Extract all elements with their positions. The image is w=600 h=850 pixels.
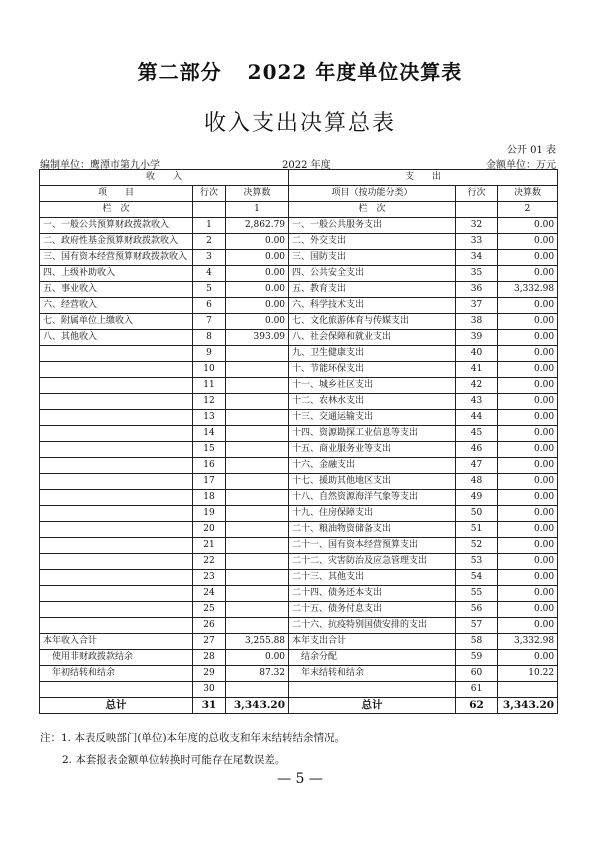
expense-item: 二十二、灾害防治及应急管理支出 [289, 554, 456, 570]
income-item: 七、附属单位上缴收入 [40, 314, 193, 330]
expense-value: 0.00 [498, 362, 558, 378]
col-row-no: 行次 [193, 186, 226, 202]
income-row-no: 4 [193, 266, 226, 282]
table-row [40, 266, 558, 282]
expense-value: 0.00 [498, 490, 558, 506]
expense-value: 0.00 [498, 378, 558, 394]
income-row-no: 27 [193, 634, 226, 650]
lanci-label-2: 栏 次 [289, 202, 456, 218]
income-value: 87.32 [226, 666, 289, 682]
income-item [40, 570, 193, 586]
income-value [226, 410, 289, 426]
income-item [40, 458, 193, 474]
income-value [226, 490, 289, 506]
table-row [40, 650, 558, 666]
income-value: 0.00 [226, 298, 289, 314]
expense-value: 0.00 [498, 426, 558, 442]
income-item [40, 522, 193, 538]
income-row-no: 9 [193, 346, 226, 362]
expense-row-no: 33 [456, 234, 498, 250]
section-title [0, 56, 600, 85]
total-value-2: 3,343.20 [498, 698, 558, 714]
expense-value: 0.00 [498, 218, 558, 234]
income-item [40, 442, 193, 458]
meta-row [40, 156, 556, 171]
expense-value: 0.00 [498, 570, 558, 586]
income-row-no: 19 [193, 506, 226, 522]
expense-value: 0.00 [498, 266, 558, 282]
expense-value: 0.00 [498, 394, 558, 410]
income-value: 0.00 [226, 650, 289, 666]
table-code: 公开 01 表 [506, 145, 556, 156]
income-value [226, 618, 289, 634]
table-row [40, 538, 558, 554]
income-value: 393.09 [226, 330, 289, 346]
table-row [40, 410, 558, 426]
table-row [40, 522, 558, 538]
income-item: 三、国有资本经营预算财政拨款收入 [40, 250, 193, 266]
unit-label: 编制单位：鹰潭市第九小学 [40, 160, 160, 171]
expense-row-no: 49 [456, 490, 498, 506]
expense-value: 0.00 [498, 554, 558, 570]
total-value: 3,343.20 [226, 698, 289, 714]
expense-value: 0.00 [498, 650, 558, 666]
expense-value: 0.00 [498, 234, 558, 250]
expense-value: 0.00 [498, 506, 558, 522]
income-value [226, 570, 289, 586]
table-row [40, 506, 558, 522]
expense-row-no: 38 [456, 314, 498, 330]
lanci-empty-2 [456, 202, 498, 218]
expense-item: 十九、住房保障支出 [289, 506, 456, 522]
income-row-no: 17 [193, 474, 226, 490]
table-row [40, 346, 558, 362]
expense-item: 十五、商业服务业等支出 [289, 442, 456, 458]
income-value [226, 506, 289, 522]
income-value [226, 474, 289, 490]
expense-item: 十四、资源勘探工业信息等支出 [289, 426, 456, 442]
income-row-no: 10 [193, 362, 226, 378]
income-item: 使用非财政拨款结余 [40, 650, 193, 666]
income-row-no: 5 [193, 282, 226, 298]
expense-item: 二十、粮油物资储备支出 [289, 522, 456, 538]
income-value: 0.00 [226, 266, 289, 282]
income-row-no: 15 [193, 442, 226, 458]
income-row-no: 12 [193, 394, 226, 410]
income-row-no: 11 [193, 378, 226, 394]
income-row-no: 25 [193, 602, 226, 618]
lanci-col2: 2 [498, 202, 558, 218]
currency-label: 金额单位：万元 [486, 160, 556, 171]
expense-item: 本年支出合计 [289, 634, 456, 650]
page-number: — 5 — [277, 771, 323, 787]
expense-row-no: 41 [456, 362, 498, 378]
expense-row-no: 35 [456, 266, 498, 282]
expense-row-no: 58 [456, 634, 498, 650]
income-row-no: 29 [193, 666, 226, 682]
expense-item: 四、公共安全支出 [289, 266, 456, 282]
table-row [40, 586, 558, 602]
table-row [40, 426, 558, 442]
expense-value: 0.00 [498, 586, 558, 602]
income-item [40, 378, 193, 394]
expense-item: 七、文化旅游体育与传媒支出 [289, 314, 456, 330]
expense-value: 0.00 [498, 618, 558, 634]
income-item: 八、其他收入 [40, 330, 193, 346]
expense-item: 五、教育支出 [289, 282, 456, 298]
income-value: 0.00 [226, 314, 289, 330]
total-row-no-2: 62 [456, 698, 498, 714]
expense-item: 年末结转和结余 [289, 666, 456, 682]
expense-item: 九、卫生健康支出 [289, 346, 456, 362]
total-label-2: 总计 [289, 698, 456, 714]
income-value [226, 378, 289, 394]
expense-item: 一、一般公共服务支出 [289, 218, 456, 234]
expense-item: 十七、援助其他地区支出 [289, 474, 456, 490]
total-row-no: 31 [193, 698, 226, 714]
expense-value: 0.00 [498, 346, 558, 362]
expense-row-no: 40 [456, 346, 498, 362]
table-row [40, 362, 558, 378]
expense-value: 0.00 [498, 538, 558, 554]
header-row-lanci [40, 202, 558, 218]
expense-value [498, 682, 558, 698]
total-row [40, 698, 558, 714]
expense-item: 八、社会保障和就业支出 [289, 330, 456, 346]
expense-row-no: 44 [456, 410, 498, 426]
income-row-no: 2 [193, 234, 226, 250]
expense-row-no: 59 [456, 650, 498, 666]
expense-row-no: 57 [456, 618, 498, 634]
income-item [40, 474, 193, 490]
table-row [40, 234, 558, 250]
table-row [40, 634, 558, 650]
header-row-sections [40, 170, 558, 186]
col-item: 项 目 [40, 186, 193, 202]
income-item [40, 346, 193, 362]
table-title: 收入支出决算总表 [203, 111, 396, 136]
expense-row-no: 52 [456, 538, 498, 554]
expense-row-no: 48 [456, 474, 498, 490]
income-row-no: 1 [193, 218, 226, 234]
expense-row-no: 34 [456, 250, 498, 266]
income-row-no: 20 [193, 522, 226, 538]
expense-header: 支 出 [289, 170, 558, 186]
income-row-no: 24 [193, 586, 226, 602]
col-final: 决算数 [226, 186, 289, 202]
income-item: 四、上级补助收入 [40, 266, 193, 282]
income-value [226, 346, 289, 362]
expense-value: 0.00 [498, 458, 558, 474]
table-row [40, 250, 558, 266]
income-row-no: 14 [193, 426, 226, 442]
table-row [40, 458, 558, 474]
income-row-no: 8 [193, 330, 226, 346]
table-row [40, 218, 558, 234]
col-row-no-2: 行次 [456, 186, 498, 202]
section-title-part: 第二部分 [137, 60, 222, 84]
expense-row-no: 32 [456, 218, 498, 234]
expense-row-no: 42 [456, 378, 498, 394]
income-item [40, 362, 193, 378]
expense-item: 十三、交通运输支出 [289, 410, 456, 426]
income-item [40, 586, 193, 602]
expense-value: 0.00 [498, 474, 558, 490]
expense-value: 0.00 [498, 522, 558, 538]
table-row [40, 330, 558, 346]
income-header: 收 入 [40, 170, 289, 186]
income-row-no: 28 [193, 650, 226, 666]
expense-value: 0.00 [498, 250, 558, 266]
income-item [40, 506, 193, 522]
table-row [40, 570, 558, 586]
income-value [226, 394, 289, 410]
note-1: 注：1. 本表反映部门(单位)本年度的总收支和年末结转结余情况。 [40, 732, 346, 744]
expense-value: 0.00 [498, 442, 558, 458]
table-row [40, 378, 558, 394]
expense-row-no: 43 [456, 394, 498, 410]
table-row [40, 282, 558, 298]
expense-row-no: 51 [456, 522, 498, 538]
expense-row-no: 37 [456, 298, 498, 314]
table-row [40, 490, 558, 506]
income-value [226, 682, 289, 698]
notes [40, 727, 345, 771]
table-row [40, 314, 558, 330]
income-item: 年初结转和结余 [40, 666, 193, 682]
expense-item: 十六、金融支出 [289, 458, 456, 474]
expense-item: 二十四、债务还本支出 [289, 586, 456, 602]
expense-value: 0.00 [498, 314, 558, 330]
expense-value: 0.00 [498, 330, 558, 346]
table-row [40, 474, 558, 490]
table-row [40, 298, 558, 314]
expense-value: 10.22 [498, 666, 558, 682]
expense-item: 二十六、抗疫特别国债安排的支出 [289, 618, 456, 634]
income-row-no: 22 [193, 554, 226, 570]
table-row [40, 554, 558, 570]
income-item: 六、经营收入 [40, 298, 193, 314]
expense-row-no: 56 [456, 602, 498, 618]
expense-item: 十八、自然资源海洋气象等支出 [289, 490, 456, 506]
income-row-no: 6 [193, 298, 226, 314]
income-value [226, 362, 289, 378]
expense-row-no: 55 [456, 586, 498, 602]
section-title-name: 2022 年度单位决算表 [247, 60, 463, 84]
income-item: 本年收入合计 [40, 634, 193, 650]
lanci-col1: 1 [226, 202, 289, 218]
income-row-no: 21 [193, 538, 226, 554]
income-row-no: 13 [193, 410, 226, 426]
expense-value: 3,332.98 [498, 282, 558, 298]
income-row-no: 18 [193, 490, 226, 506]
table-row [40, 618, 558, 634]
income-row-no: 26 [193, 618, 226, 634]
income-value: 0.00 [226, 250, 289, 266]
expense-item: 六、科学技术支出 [289, 298, 456, 314]
expense-item: 十二、农林水支出 [289, 394, 456, 410]
table-row [40, 602, 558, 618]
expense-row-no: 36 [456, 282, 498, 298]
income-item: 一、一般公共预算财政拨款收入 [40, 218, 193, 234]
expense-row-no: 47 [456, 458, 498, 474]
expense-value: 0.00 [498, 602, 558, 618]
year-label: 2022 年度 [282, 160, 331, 171]
expense-item: 二、外交支出 [289, 234, 456, 250]
summary-table [39, 169, 558, 714]
income-row-no: 30 [193, 682, 226, 698]
income-row-no: 7 [193, 314, 226, 330]
expense-row-no: 45 [456, 426, 498, 442]
expense-item: 十、节能环保支出 [289, 362, 456, 378]
income-value: 3,255.88 [226, 634, 289, 650]
income-item: 二、政府性基金预算财政拨款收入 [40, 234, 193, 250]
expense-item: 二十五、债务付息支出 [289, 602, 456, 618]
expense-value: 3,332.98 [498, 634, 558, 650]
expense-row-no: 61 [456, 682, 498, 698]
income-item [40, 410, 193, 426]
income-item [40, 490, 193, 506]
expense-value: 0.00 [498, 298, 558, 314]
expense-item: 二十三、其他支出 [289, 570, 456, 586]
table-row [40, 682, 558, 698]
expense-item [289, 682, 456, 698]
income-value [226, 586, 289, 602]
income-value [226, 442, 289, 458]
expense-row-no: 50 [456, 506, 498, 522]
income-row-no: 16 [193, 458, 226, 474]
income-row-no: 3 [193, 250, 226, 266]
col-item-func: 项目（按功能分类） [289, 186, 456, 202]
income-value: 0.00 [226, 234, 289, 250]
expense-row-no: 53 [456, 554, 498, 570]
income-item [40, 538, 193, 554]
table-row [40, 442, 558, 458]
income-item [40, 426, 193, 442]
note-2: 2. 本套报表金额单位转换时可能存在尾数误差。 [62, 754, 286, 766]
income-row-no: 23 [193, 570, 226, 586]
income-value [226, 602, 289, 618]
total-label: 总计 [40, 698, 193, 714]
lanci-empty [193, 202, 226, 218]
expense-row-no: 54 [456, 570, 498, 586]
income-item [40, 618, 193, 634]
header-row-columns [40, 186, 558, 202]
income-value: 2,862.79 [226, 218, 289, 234]
income-item [40, 682, 193, 698]
income-item: 五、事业收入 [40, 282, 193, 298]
expense-row-no: 39 [456, 330, 498, 346]
col-final-2: 决算数 [498, 186, 558, 202]
income-value [226, 538, 289, 554]
expense-row-no: 46 [456, 442, 498, 458]
income-item [40, 602, 193, 618]
income-value [226, 426, 289, 442]
expense-row-no: 60 [456, 666, 498, 682]
table-row [40, 394, 558, 410]
income-value [226, 458, 289, 474]
expense-value: 0.00 [498, 410, 558, 426]
income-item [40, 554, 193, 570]
income-value [226, 522, 289, 538]
income-value [226, 554, 289, 570]
table-row [40, 666, 558, 682]
expense-item: 结余分配 [289, 650, 456, 666]
lanci-label: 栏 次 [40, 202, 193, 218]
income-value: 0.00 [226, 282, 289, 298]
income-item [40, 394, 193, 410]
expense-item: 二十一、国有资本经营预算支出 [289, 538, 456, 554]
expense-item: 三、国防支出 [289, 250, 456, 266]
expense-item: 十一、城乡社区支出 [289, 378, 456, 394]
